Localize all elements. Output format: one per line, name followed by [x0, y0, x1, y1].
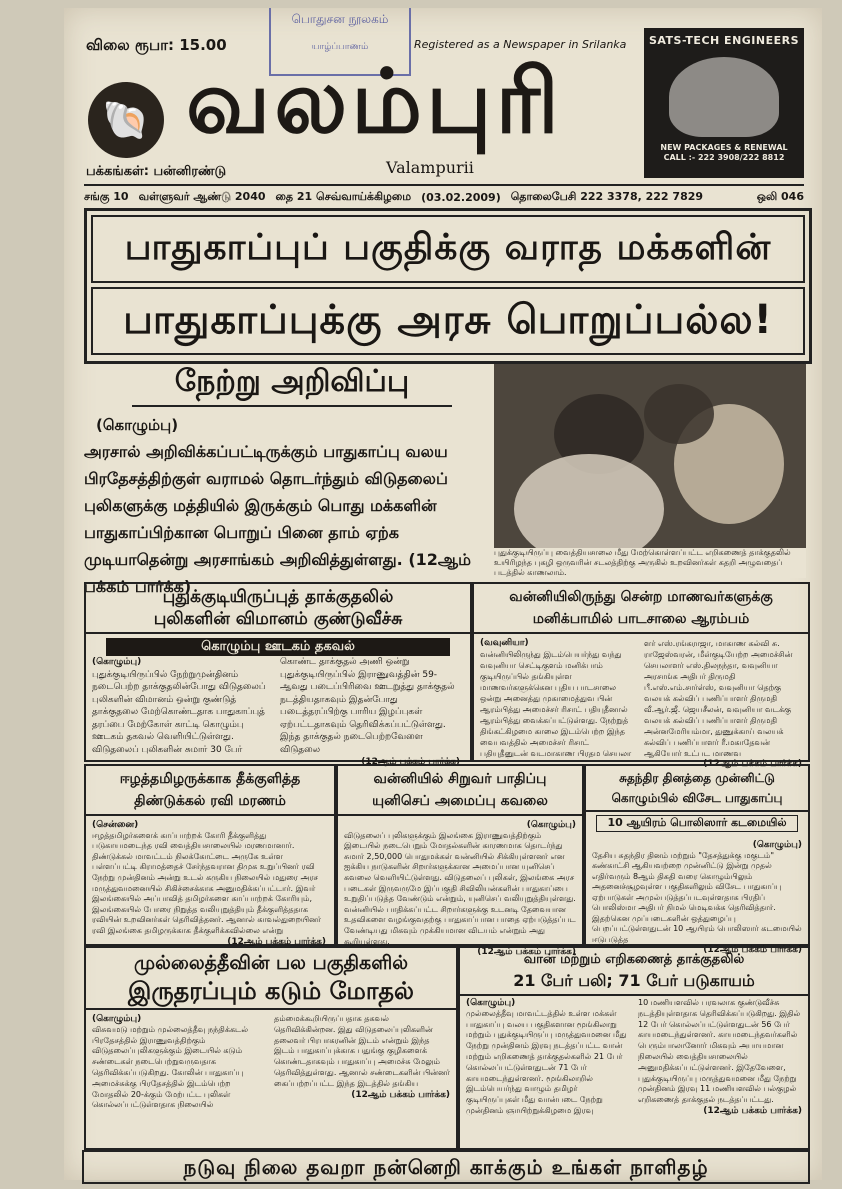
- story1-col2: கொண்ட தாக்குதல் அணி ஒன்று புதுக்குடியிருப்பில் இராணுவத்தின் 59-ஆவது படைப்பிரிவை ஊடறுத்து தாக்குதல் நடத்தியதாகவும் இதன்போது படைத்தரப்பிற்கு பாரிய இழப்புகள் ஏற்பட்டதாகவும் தெரிவிக்கப்பட்டுள்ளது. இந்த தாக்குதல் நடைபெற்றவேளை விடுதலை: [280, 657, 455, 755]
- story5-dateline: (கொழும்பு): [752, 840, 802, 850]
- photo-caption: புதுக்குடியிருப்பு வைத்தியசாலை மீது மேற்கொள்ளப்பட்ட எறிகணைத் தாக்குதலில் உயிரிழந்த புகழி ஒருவரின் சடலத்திற்கு அருகில் உறவினர்கள் கதறி அழுவதைப் படத்தில் காணலாம்.: [494, 548, 806, 578]
- stamp-line-1: பொதுசன நூலகம்: [291, 12, 389, 26]
- phone: தொலைபேசி 222 3378, 222 7829: [510, 189, 704, 203]
- lead-story: [84, 364, 490, 596]
- story7-title-1: வான் மற்றும் எறிகணைத் தாக்குதலில்: [523, 952, 745, 967]
- registration-note: Registered as a Newspaper in Srilanka: [414, 38, 627, 51]
- advertisement: [644, 28, 804, 178]
- story6-title-2: இருதரப்பும் கடும் மோதல்: [128, 977, 414, 1005]
- story4-title-2: யுனிசெப் அமைப்பு கவலை: [372, 793, 548, 809]
- story7-dateline: (கொழும்பு): [466, 998, 516, 1008]
- masthead-title: வலம்புரி: [186, 50, 563, 153]
- story2-see-page: (12ஆம் பக்கம் பார்க்க): [703, 759, 802, 769]
- story3-title-2: திண்டுக்கல் ரவி மரணம்: [134, 793, 286, 809]
- story6-dateline: (கொழும்பு): [92, 1014, 142, 1024]
- footer-slogan: நடுவு நிலை தவறா நன்னெறி காக்கும் உங்கள் நாளிதழ்: [82, 1150, 810, 1184]
- story1-col1: புதுக்குடியிருப்பில் நேற்றுமுன்தினம் நடைபெற்ற தாக்குதலின்போது விடுதலைப் புலிகளின் விமானம் ஒன்று குண்டுத் தாக்குதலை மேற்கொண்டதாக பாதுகாப்புத் தரப்பை மேற்கோள் காட்டி கொழும்பு ஊடகம் தகவல் வெளியிட்டுள்ளது. விடுதலைப் புலிகளின் சுமார் 30 பேர்: [92, 669, 266, 755]
- story1-see-page: (12ஆம் பக்கம் பார்க்க): [361, 757, 460, 767]
- headline-line-2: பாதுகாப்புக்கு அரசு பொறுப்பல்ல!: [91, 287, 805, 355]
- date: (03.02.2009): [421, 190, 501, 204]
- story5-title-2: கொழும்பில் விசேட பாதுகாப்பு: [611, 791, 783, 805]
- ad-heading: SATS-TECH ENGINEERS: [648, 34, 800, 47]
- story-manikfarm-school: [472, 582, 810, 769]
- story6-see-page: (12ஆம் பக்கம் பார்க்க): [351, 1089, 450, 1100]
- story-mullaitivu-clashes: [84, 946, 458, 1150]
- price: விலை ரூபா: 15.00: [86, 36, 227, 54]
- news-photo: [494, 364, 806, 576]
- lead-body: [84, 438, 490, 600]
- story5-body: தேசிய சுதந்திர தினம் மற்றும் "தேசத்துக்கு மகுடம்" கண்காட்சி ஆகியவற்றை முன்னிட்டு இன்று முதல் எதிர்வரும் 8ஆம் திகதி வரை கொழும்பிலும் அதனைச்சூழவுள்ள பகுதிகளிலும் விசேட பாதுகாப்பு ஏற்பாடுகள் அமுல்படுத்தப்படவுள்ளதாக பிரதிப் பொலிஸ்மா அதிபர் நிமல் மெடிவக்க தெரிவித்தார். இதற்கென முப்படைகளின் ஒத்துழைப்பு பெறப்பட்டுள்ளதுடன் 10 ஆயிரம் பொலிஸார் கடமையில் ஈடுபடுத்த: [592, 850, 802, 944]
- story1-title-1: புதுக்குடியிருப்புத் தாக்குதலில்: [162, 587, 394, 607]
- story7-see-page: (12ஆம் பக்கம் பார்க்க): [703, 1105, 802, 1116]
- story4-title-1: வன்னியில் சிறுவர் பாதிப்பு: [373, 771, 547, 787]
- lead-dateline: (கொழும்பு): [96, 416, 179, 434]
- story7-col2: 10 மணியளவில் பரவலாக குண்டுவீச்சு நடத்தியுள்ளதாக தெரிவிக்கப்படுகிறது. இதில் 12 பேர் கொல்லப்பட்டுள்ளதுடன் 56 பேர் காயமடைந்துள்ளனர். காயமடைந்தவர்களில் பெரும்பாலானோர் மிகவும் அபாயமான நிலையில் வைத்தியசாலையில் அனுமதிக்கப்பட்டுள்ளனர். இதேவேளை, புதுக்குடியிருப்பு மருத்துவமனை மீது நேற்று முன்தினம் இரவு 11 மணியளவில் பல்குழல் எறிகணைத் தாக்குதல் நடத்தப்பட்டது.: [638, 998, 801, 1105]
- story-dindigul-ravi: [84, 764, 336, 946]
- story5-see-page: (12ஆம் பக்கம் பார்க்க): [703, 945, 802, 955]
- newspaper-page: [64, 8, 822, 1180]
- story2-title-1: வன்னியிலிருந்து சென்ற மாணவர்களுக்கு: [509, 589, 773, 605]
- story6-col2: தம்மைக்கூறியிருப்பதாக தகவல் தெரிவிக்கின்றன. இது விடுதலைப்புலிகளின் தலைவர் பிரபாகரனின் இடம் என்றும் இந்த இடம் பாதுகாப்புக்காக பதுங்கு குழிகளைக் கொண்டதாகவும் பாதுகாப்பு அமைச்சு மேலும் தெரிவித்துள்ளது. ஆனால் சண்டைகளின் பின்னர் கைப்பற்றப்பட்ட இந்த இடத்தில் தங்கிய: [274, 1014, 450, 1088]
- story2-title-2: மனிக்பாமில் பாடசாலை ஆரம்பம்: [532, 611, 750, 627]
- story-unicef: [336, 764, 584, 958]
- story3-dateline: (சென்னை): [92, 820, 139, 830]
- story2-col1: வன்னியிலிருந்து இடம்பெயர்ந்து வந்து வவுனியா செட்டிகுளம் மனிக்பாம் குடியிருப்பில் தங்கியுள்ள மாணவர்களுக்கென புதிய பாடசாலை ஒன்று அனைத்து முகாமைத்துவ பின் ஆரம்பித்து அமைச்சர் ரிசாட் பதியுதீனால் ஆரம்பித்து வைக்கப்பட்டுள்ளது. நேற்றுத் திங்கட்கிழமை காலை இடம்பெற்ற இந்த வைபவத்தில் அமைச்சர் ரிசாட் பதியுதீனுடன் வடமாகாண பிரதம செயலா: [480, 650, 632, 758]
- ad-footer-line1: NEW PACKAGES & RENEWAL: [660, 143, 788, 152]
- story1-dateline: (கொழும்பு): [92, 657, 142, 667]
- sangu: சங்கு 10: [84, 189, 129, 203]
- story-air-shell-attack: [458, 946, 810, 1150]
- story4-dateline: (கொழும்பு): [526, 820, 576, 830]
- lead-title: நேற்று அறிவிப்பு: [132, 364, 452, 407]
- story5-sub: 10 ஆயிரம் பொலிஸார் கடமையில்: [596, 815, 798, 832]
- story1-title-2: புலிகளின் விமானம் குண்டுவீச்சு: [153, 609, 403, 629]
- story-independence-day: [584, 764, 810, 955]
- dateline-bar: [84, 184, 804, 210]
- conch-icon: 🐚: [88, 82, 164, 158]
- main-headline: [84, 208, 812, 364]
- day: தை 21 செவ்வாய்க்கிழமை: [275, 189, 412, 203]
- story2-col2: ளர் எஸ்.ரங்கராஜா, மாகாண கல்வி சு. ராஜேஸ்வரன், மீள்குடியேற்ற அமைச்சின் செயலாளர் எஸ்.திலநந்தா, வவுனியா அரசாங்க அதிபர் திருமதி பீ.எஸ்.எம்.சார்ள்ஸ், வவுனியா தெற்கு வலயக் கல்விப் பணிப்பாளர் திருமதி வீ.ஆர்.ஜீ. ஜெயசீலன், வவுனியா வடக்கு வலயக் கல்விப் பணிப்பாளர் திருமதி அன்னமேரியம்மா, துணுக்காய் வலயக் கல்விப் பணிப்பாளர் ரீ.மகாதேவன் ஆகியோர் உட்பட மாணவ: [644, 639, 793, 758]
- page-count: பக்கங்கள்: பன்னிரண்டு: [86, 164, 227, 179]
- story3-title-1: ஈழத்தமிழருக்காக தீக்குளித்த: [119, 771, 301, 787]
- ad-footer-line2: CALL :- 222 3908/222 8812: [663, 153, 785, 163]
- story3-see-page: (12ஆம் பக்கம் பார்க்க): [227, 936, 326, 947]
- story7-col1: முல்லைத்தீவு மாவட்டத்தில் உள்ள மக்கள் பாதுகாப்பு வலய பகுதிகளான மூங்கிலாறு மற்றும் புதுக்குடியிருப்பு மருத்துவமனை மீது நேற்று முன்தினம் இரவு நடத்தப்பட்ட வான் மற்றும் எறிகணைத் தாக்குதல்களில் 21 பேர் கொல்லப்பட்டுள்ளதுடன் 71 பேர் காயமடைந்துள்ளனர். மூங்கிலாறில் இடம்பெயர்ந்து வாழும் தமிழர் குடியிருப்புகள் மீது வான்படை நேற்று முன்தினம் ஞாயிற்றுக்கிழமை இரவு: [466, 1008, 627, 1115]
- story7-title-2: 21 பேர் பலி; 71 பேர் படுகாயம்: [513, 971, 755, 990]
- lead-text: அரசால் அறிவிக்கப்பட்டிருக்கும் பாதுகாப்பு வலய பிரதேசத்திற்குள் வராமல் தொடர்ந்தும் விடுதலைப் புலிகளுக்கு மத்தியில் இருக்கும் பொது மக்களின் பாதுகாப்பிற்கான பொறுப் பினை தாம் ஏற்க முடியாதென்று அரசாங்கம் அறிவித்துள்ளது.: [84, 442, 448, 569]
- lead-see-page: (12ஆம் பக்கம் பார்க்க): [84, 550, 472, 596]
- issue: ஒலி 046: [756, 189, 804, 203]
- stamp-line-2: யாழ்ப்பாணம்: [311, 42, 369, 52]
- story3-body: ஈழத்தமிழர்களைக் காப்பாற்றக் கோரி தீக்குளித்து படுகாயமடைந்த ரவி வைத்தியசாலையில் மரணமானார். திண்டுக்கல் மாவட்டம் நிலக்கோட்டை அருகே உள்ள பள்ளப்பட்டி கிராமத்தைச் சேர்ந்தவரான திமுக உறுப்பினர் ரவி நேற்று முன்தினம் அன்று உடல் கருகிய நிலையில் மதுரை அரச மருத்துவமனையில் சிகிச்சைக்காக அனுமதிக்கப்பட்டார். இவர் இலங்கையில் அப்பாவித் தமிழர்களை காப்பாற்றக் கோரியும், இலங்கையில் போரை நிறுத்த வலியுறுத்தியும் தீக்குளித்ததாக ரவியின் உறவினர்கள் தெரிவித்தனர். ஆனால் காவல்துறையினர் ரவி இலங்கை தமிழருக்காக தீக்குளிக்கவில்லை என்று: [92, 830, 322, 935]
- story4-body: விடுதலைப் புலிகளுக்கும் இலங்கை இராணுவத்திற்கும் இடையில் நடைபெறும் மோதல்களின் காரணமாக தொடர்ந்து சுமார் 2,50,000 பொதுமக்கள் வன்னியில் சிக்கியுள்ளனர் என ஐக்கிய நாடுகளின் சிறார்களுக்கான அமைப்பான யுனிசெப் கவலை வெளியிட்டுள்ளது. விடுதலைப் புலிகள், இலங்கை அரச படைகள் இருவருமே இப்பகுதி சிவிலியன்களின் பாதுகாப்பை உறுதிப்படுத்த வேண்டும் என்றும், யுனிசெப் வலியுறுத்தியுள்ளது. வன்னியில் பாதிக்கப்பட்ட சிறார்களுக்கு உடனடி தேவையான உதவிகளை வழங்குவதற்கு பாதுகாப்பான பாதை ஏற்படுத்தப்பட வேண்டியது மிகவும் முக்கியமான விடயம் என்றும் அது கூறியுள்ளது.: [344, 830, 576, 946]
- satellite-dish-icon: [669, 57, 779, 137]
- story1-source: கொழும்பு ஊடகம் தகவல்: [106, 638, 450, 656]
- story6-col1: விசுவமடு மற்றும் முல்லைத்தீவு நந்திக்கடல் பிரதேசத்தில் இராணுவத்திற்கும் விடுதலைப்புலிகளுக்கும் இடையில் கடும் சண்டைகள் நடைபெற்றுவருவதாக தெரிவிக்கப்படுகிறது. கோலின் பாதுகாப்பு அமைச்சுக்கு பிரதேசத்தில் இடம்பெற்ற மோதலில் 20-க்கும் மேற்பட்ட புலிகள் கொல்லப்பட்டுள்ளதாக நிலையில்: [92, 1024, 249, 1110]
- story6-title-1: முல்லைத்தீவின் பல பகுதிகளில்: [134, 952, 408, 974]
- valluvar-year: வள்ளுவர் ஆண்டு 2040: [138, 189, 266, 203]
- story5-title-1: சுதந்திர தினத்தை முன்னிட்டு: [619, 771, 775, 785]
- headline-line-1: பாதுகாப்புப் பகுதிக்கு வராத மக்களின்: [91, 215, 805, 283]
- story2-dateline: (வவுனியா): [480, 638, 529, 648]
- masthead-latin: Valampurii: [386, 158, 474, 177]
- story-puthukkudiyiruppu: [84, 582, 472, 767]
- story4-see-page: (12ஆம் பக்கம் பார்க்க): [477, 947, 576, 958]
